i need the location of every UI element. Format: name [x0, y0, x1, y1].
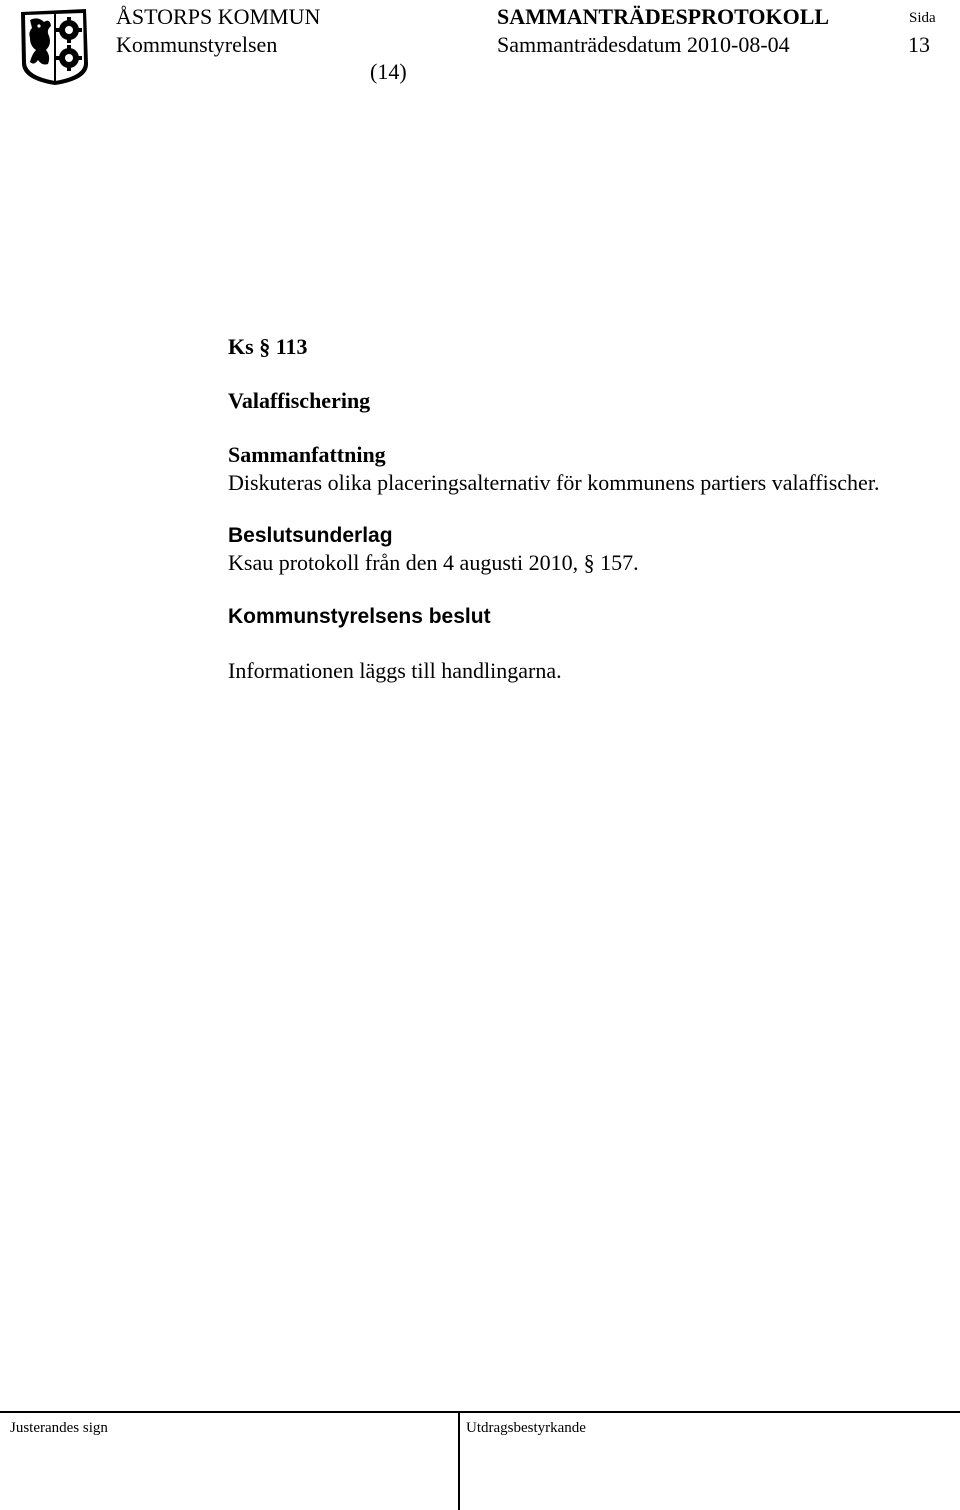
page-label: Sida — [909, 10, 936, 26]
basis-text — [228, 550, 639, 576]
footer-divider-line — [0, 1411, 960, 1413]
paragraph-title: Valaffischering — [228, 388, 371, 413]
meeting-date — [497, 33, 790, 57]
page-number: 13 — [908, 32, 930, 57]
footer-column-divider — [458, 1411, 460, 1510]
paragraph-id — [228, 334, 307, 360]
basis-text-before: Ksau protokoll från den 4 augusti 2010, — [228, 550, 579, 575]
organization-name: ÅSTORPS KOMMUN — [116, 4, 321, 29]
footer-certification-label: Utdragsbestyrkande — [466, 1420, 586, 1436]
coat-of-arms-icon — [18, 6, 92, 86]
decision-heading: Kommunstyrelsens beslut — [228, 605, 491, 628]
basis-symbol: § — [583, 550, 595, 575]
paragraph-prefix: Ks — [228, 334, 254, 359]
page-total: (14) — [370, 59, 407, 84]
document-type: SAMMANTRÄDESPROTOKOLL — [497, 4, 830, 29]
basis-heading: Beslutsunderlag — [228, 524, 393, 547]
paragraph-number: 113 — [275, 334, 308, 359]
board-name: Kommunstyrelsen — [116, 32, 278, 57]
summary-text: Diskuteras olika placeringsalternativ för kommunens partiers valaffischer. — [228, 470, 880, 495]
summary-heading: Sammanfattning — [228, 442, 386, 467]
paragraph-symbol: § — [259, 334, 271, 359]
date-value: 2010-08-04 — [687, 32, 790, 57]
basis-text-after: 157. — [600, 550, 639, 575]
footer-signature-label: Justerandes sign — [10, 1420, 108, 1436]
date-label: Sammanträdesdatum — [497, 32, 682, 57]
decision-text: Informationen läggs till handlingarna. — [228, 658, 562, 683]
